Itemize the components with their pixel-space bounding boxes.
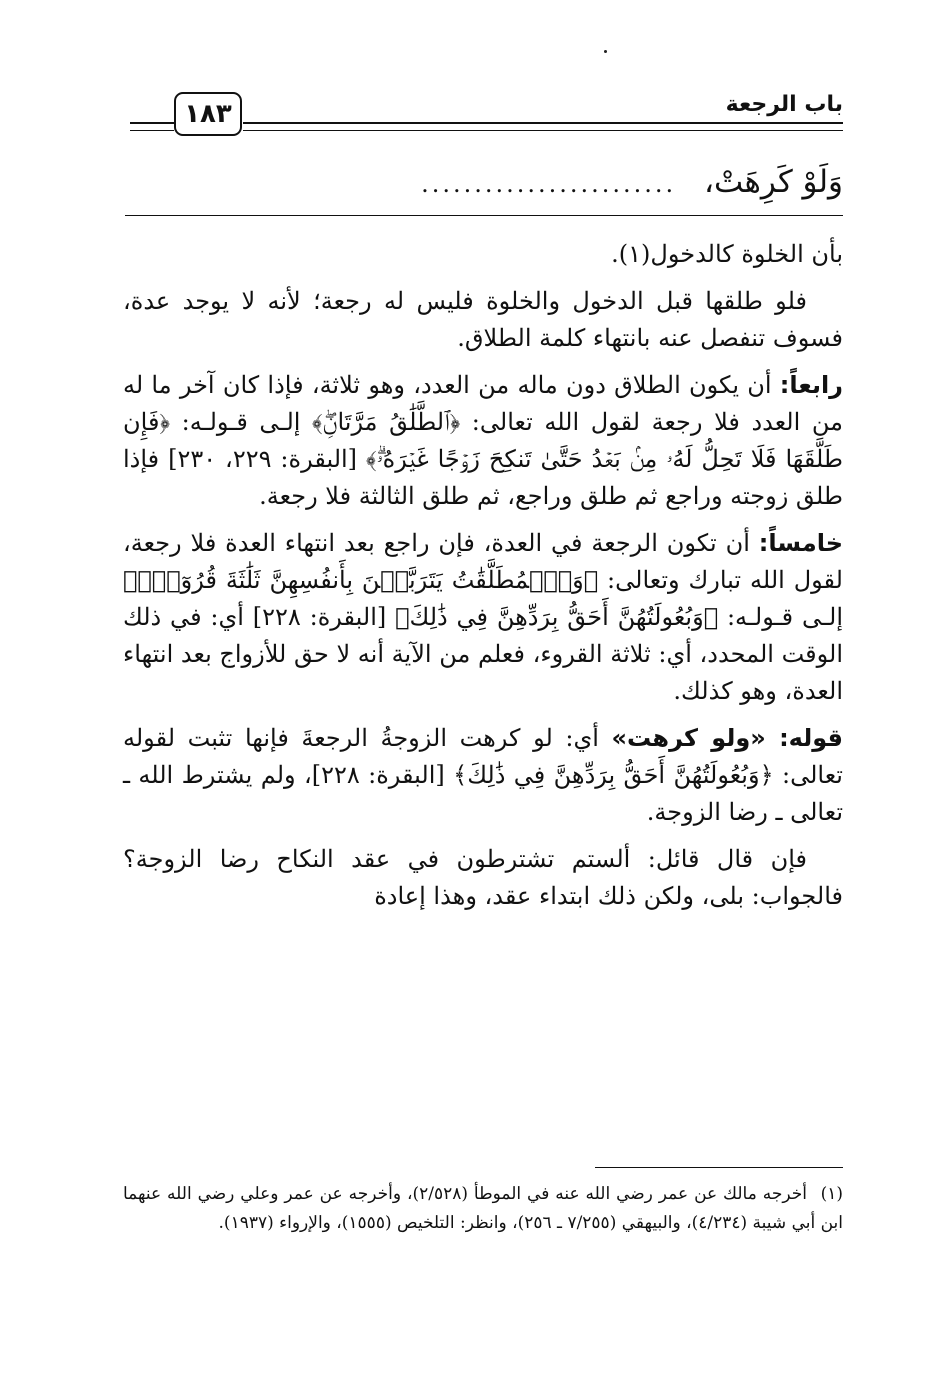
section-title: باب الرجعة (725, 92, 843, 117)
page-number: ١٨٣ (174, 92, 242, 136)
paragraph (123, 367, 843, 515)
header-rule (243, 122, 843, 131)
print-speck (604, 50, 607, 53)
paragraph-text: فإن قال قائل: ألستم تشترطون في عقد النكاح رضا الزوجة؟ فالجواب: بلى، ولكن ذلك ابتداء عقد، وهذا إعادة (123, 845, 843, 910)
paragraph (123, 720, 843, 831)
matn-text: وَلَوْ كَرِهَتْ، (704, 164, 843, 200)
footnote (123, 1180, 843, 1238)
footnotes (123, 1180, 843, 1238)
matn-dots: ........................ (421, 169, 677, 198)
matn-rule (125, 215, 843, 216)
paragraph-text: فلو طلقها قبل الدخول والخلوة فليس له رجعة؛ لأنه لا يوجد عدة، فسوف تنفصل عنه بانتهاء كلمة الطلاق. (123, 287, 843, 352)
paragraph-lead: قوله: «ولو كرهت» (611, 724, 843, 752)
matn-line (130, 160, 843, 204)
paragraph-text: أن يكون الطلاق دون ماله من العدد، وهو ثلاثة، فإذا كان آخر ما له من العدد فلا رجعة لقول الله تعالى: ﴿ٱلطَّلَٰقُ مَرَّتَانِۖ﴾ إلـى قـولـه: ﴿فَإِن طَلَّقَهَا فَلَا تَحِلُّ لَهُۥ مِنۢ بَعۡدُ حَتَّىٰ تَنكِحَ زَوۡجًا غَيۡرَهُۥۗ﴾ [البقرة: ٢٢٩، ٢٣٠] فإذا طلق زوجته وراجع ثم طلق وراجع، ثم طلق الثالثة فلا رجعة. (123, 371, 844, 510)
paragraph-text: بأن الخلوة كالدخول(١). (611, 240, 843, 268)
footnote-text: أخرجه مالك عن عمر رضي الله عنه في الموطأ (٢/٥٢٨)، وأخرجه عن عمر وعلي رضي الله عنهما ابن أبي شيبة (٤/٢٣٤)، والبيهقي (٧/٢٥٥ ـ ٢٥٦)، وانظر: التلخيص (١٥٥٥)، والإرواء (١٩٣٧). (123, 1184, 843, 1233)
paragraph (123, 283, 843, 357)
paragraph (123, 236, 843, 273)
paragraph (123, 525, 843, 710)
paragraph-text: أي: لو كرهت الزوجةُ الرجعةَ فإنها تثبت لقوله تعالى: ﴿وَبُعُولَتُهُنَّ أَحَقُّ بِرَدِّهِنَّ فِي ذَٰلِكَ﴾ [البقرة: ٢٢٨]، ولم يشترط الله ـ تعالى ـ رضا الزوجة. (123, 724, 843, 826)
paragraph (123, 841, 843, 915)
paragraph-lead: خامساً: (758, 529, 843, 557)
footnote-rule (595, 1167, 843, 1168)
paragraph-lead: رابعاً: (779, 371, 843, 399)
header-rule-left (130, 122, 174, 131)
paragraph-text: أن تكون الرجعة في العدة، فإن راجع بعد انتهاء العدة فلا رجعة، لقول الله تبارك وتعالى: ﴿وَٱلۡمُطَلَّقَٰتُ يَتَرَبَّصۡنَ بِأَنفُسِهِنَّ ثَلَٰثَةَ قُرُوٓءٖۚ﴾ إلـى قـولـه: ﴿وَبُعُولَتُهُنَّ أَحَقُّ بِرَدِّهِنَّ فِي ذَٰلِكَ﴾ [البقرة: ٢٢٨] أي: في ذلك الوقت المحدد، أي: ثلاثة القروء، فعلم من الآية أنه لا حق للأزواج بعد انتهاء العدة، وهو كذلك. (123, 529, 843, 705)
body-text (123, 236, 843, 925)
footnote-number: (١) (820, 1184, 843, 1204)
